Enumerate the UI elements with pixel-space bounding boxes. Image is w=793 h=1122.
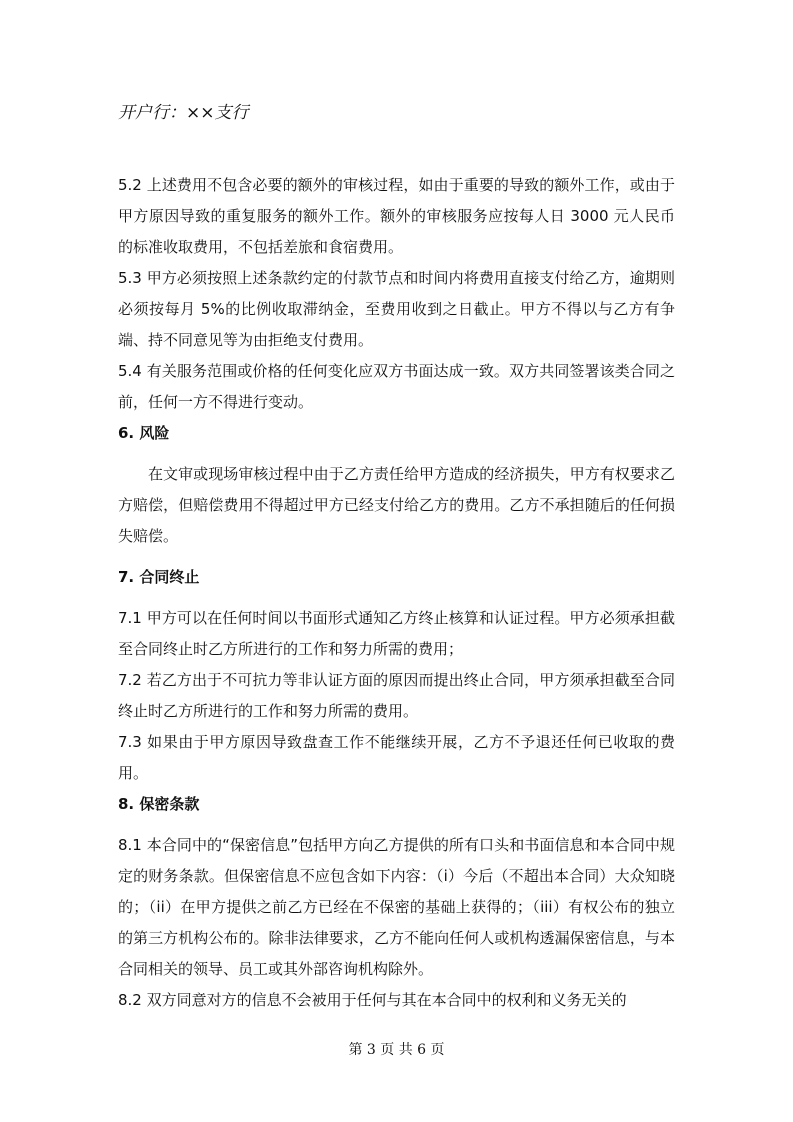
section-heading-7: 7. 合同终止 — [118, 568, 200, 586]
clause-7-1: 7.1 甲方可以在任何时间以书面形式通知乙方终止核算和认证过程。甲方必须承担截至合同终止时乙方所进行的工作和努力所需的费用； — [118, 609, 675, 658]
clause-7-3: 7.3 如果由于甲方原因导致盘查工作不能继续开展，乙方不予退还任何已收取的费用。 — [118, 733, 675, 782]
clause-5-2: 5.2 上述费用不包含必要的额外的审核过程，如由于重要的导致的额外工作，或由于甲方原因导致的重复服务的额外工作。额外的审核服务应按每人日 3000 元人民币的标准收取费用，不包括差旅和食宿费用。 — [118, 176, 675, 256]
clause-7-2: 7.2 若乙方出于不可抗力等非认证方面的原因而提出终止合同，甲方须承担截至合同终止时乙方所进行的工作和努力所需的费用。 — [118, 671, 675, 720]
section-heading-8: 8. 保密条款 — [118, 795, 200, 813]
contract-body — [118, 170, 675, 1016]
clause-5-3: 5.3 甲方必须按照上述条款约定的付款节点和时间内将费用直接支付给乙方，逾期则必须按每月 5%的比例收取滞纳金，至费用收到之日截止。甲方不得以与乙方有争端、持不同意见等为由拒绝支付费用。 — [118, 269, 675, 349]
section-heading-6: 6. 风险 — [118, 424, 170, 442]
clause-8-1: 8.1 本合同中的“保密信息”包括甲方向乙方提供的所有口头和书面信息和本合同中规定的财务条款。但保密信息不应包含如下内容：（i）今后（不超出本合同）大众知晓的；（ii）在甲方提供之前乙方已经在不保密的基础上获得的；（iii）有权公布的独立的第三方机构公布的。除非法律要求，乙方不能向任何人或机构透漏保密信息，与本合同相关的领导、员工或其外部咨询机构除外。 — [118, 836, 675, 978]
clause-8-2: 8.2 双方同意对方的信息不会被用于任何与其在本合同中的权利和义务无关的 — [118, 991, 627, 1009]
clause-5-4: 5.4 有关服务范围或价格的任何变化应双方书面达成一致。双方共同签署该类合同之前，任何一方不得进行变动。 — [118, 362, 675, 411]
paragraph-6: 在文审或现场审核过程中由于乙方责任给甲方造成的经济损失，甲方有权要求乙方赔偿，但赔偿费用不得超过甲方已经支付给乙方的费用。乙方不承担随后的任何损失赔偿。 — [118, 465, 675, 545]
bank-line: 开户行：××支行 — [118, 103, 249, 123]
page-number-footer: 第 3 页 共 6 页 — [348, 1042, 445, 1058]
